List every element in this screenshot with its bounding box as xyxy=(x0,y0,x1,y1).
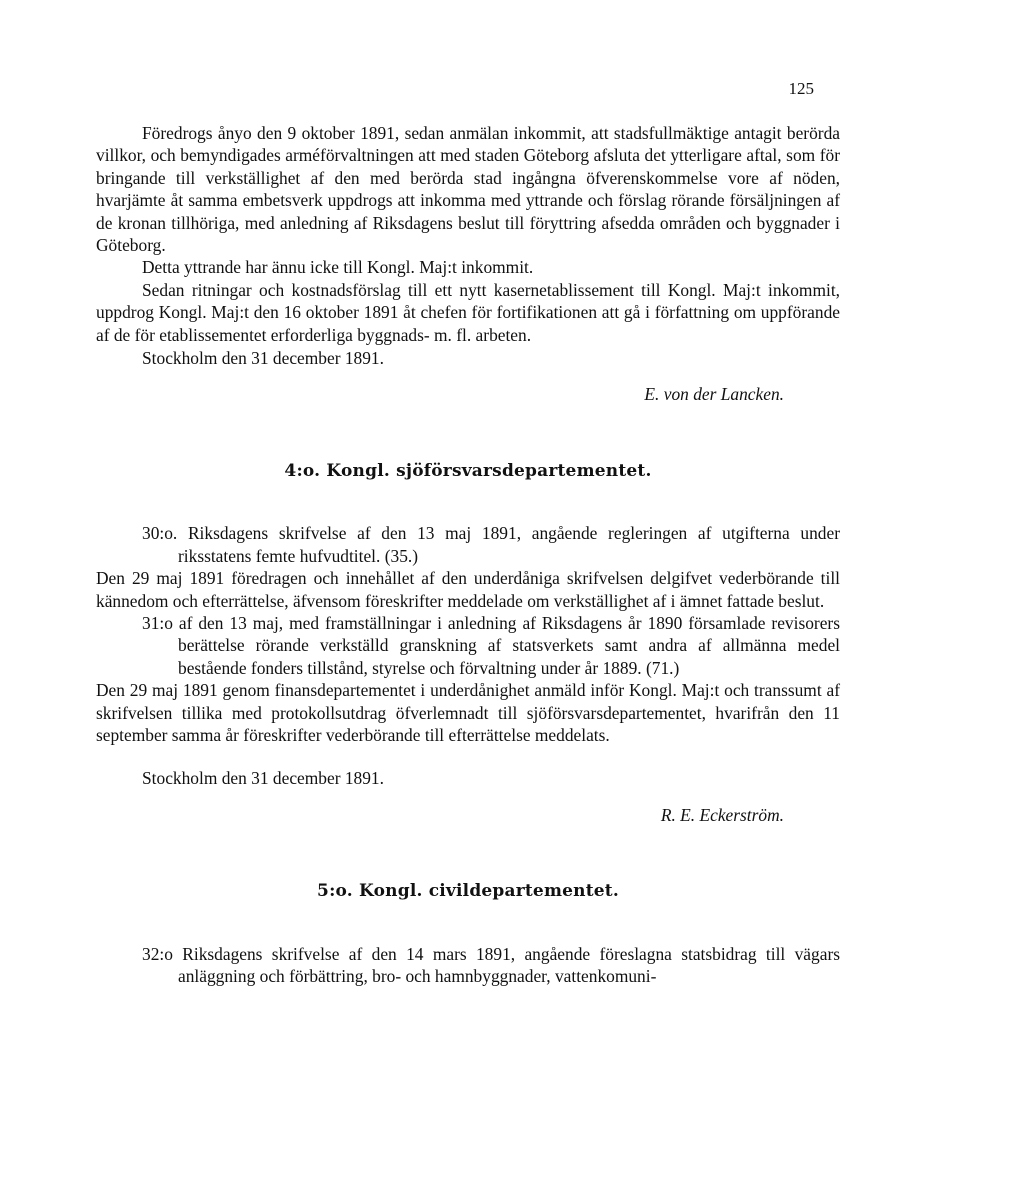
section-3 xyxy=(96,943,840,988)
date-line: Stockholm den 31 december 1891. xyxy=(142,348,384,369)
document-page xyxy=(96,78,840,987)
date-line: Stockholm den 31 december 1891. xyxy=(142,768,384,789)
section-1 xyxy=(96,122,840,406)
signature: R. E. Eckerström. xyxy=(660,804,784,825)
paragraph: Sedan ritningar och kostnadsförslag till ett nytt kasernetablissement till Kongl. Maj:t inkommit, uppdrog Kongl. Maj:t den 16 oktober 1891 åt chefen för fortifikationen att gå i författning om uppförande af de för etablissementet erforderliga byggnads- m. fl. arbeten. xyxy=(96,279,840,345)
item-heading: 31:o af den 13 maj, med framställningar i anledning af Riksdagens år 1890 församlade revisorers berättelse rörande verkställd granskning af statsverkets samt andra af allmänna medel bestående fonders tillstånd, styrelse och förvaltning under år 1889. (71.) xyxy=(142,612,840,678)
signature: E. von der Lancken. xyxy=(644,384,784,405)
item-text: Den 29 maj 1891 genom finansdepartementet i underdånighet anmäld inför Kongl. Maj:t och transsumt af skrifvelsen tillika med protokollsutdrag öfverlemnadt till sjöförsvarsdepartementet, hvarifrån den 11 september samma år föreskrifter vederbörande till efterrättelse meddelats. xyxy=(96,680,840,745)
item-heading: 32:o Riksdagens skrifvelse af den 14 mars 1891, angående föreslagna statsbidrag till vägars anläggning och förbättring, bro- och hamnbyggnader, vattenkomuni- xyxy=(142,943,840,986)
section-title-civil: 5:o. Kongl. civildepartementet. xyxy=(317,881,619,902)
page-number: 125 xyxy=(788,79,814,98)
spacer xyxy=(96,746,840,766)
item-heading: 30:o. Riksdagens skrifvelse af den 13 maj 1891, angående regleringen af utgifterna under riksstatens femte hufvudtitel. (35.) xyxy=(142,523,840,566)
section-title-sjoforsvar: 4:o. Kongl. sjöförsvarsdepartementet. xyxy=(284,460,652,481)
item-text: Den 29 maj 1891 föredragen och innehållet af den underdåniga skrifvelsen delgifvet vederbörande till kännedom och efterrättelse, äfvensom föreskrifter meddelade om verkställighet af i ämnet fattade beslut. xyxy=(96,568,840,611)
paragraph: Föredrogs ånyo den 9 oktober 1891, sedan anmälan inkommit, att stadsfullmäktige antagit berörda villkor, och bemyndigades arméförvaltningen att med staden Göteborg afsluta det ytterligare aftal, som för bringande till verkställighet af den med berörda stad ingångna öfverenskommelse vore af nöden, hvarjämte åt samma embetsverk uppdrogs att inkomma med yttrande och förslag rörande försäljningen af de kronan tillhöriga, med anledning af Riksdagens beslut till föryttring afsedda områden och byggnader i Göteborg. xyxy=(96,123,840,256)
paragraph: Detta yttrande har ännu icke till Kongl. Maj:t inkommit. xyxy=(142,257,534,278)
section-2 xyxy=(96,522,840,826)
